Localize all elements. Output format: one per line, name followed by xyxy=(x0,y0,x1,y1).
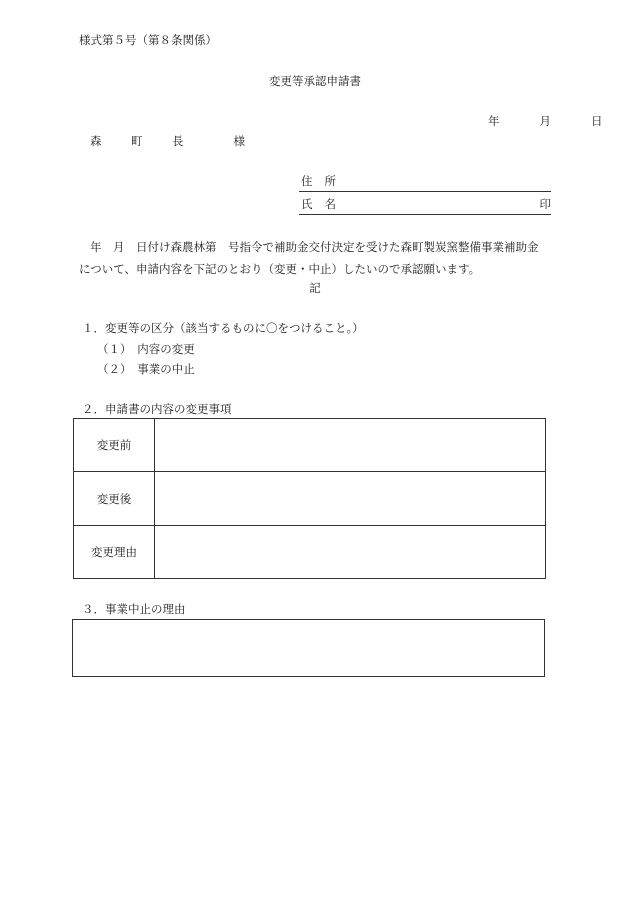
ki-heading: 記 xyxy=(309,281,321,295)
change-reason-field[interactable] xyxy=(155,526,545,578)
document-title: 変更等承認申請書 xyxy=(269,74,361,88)
body-text-line-1: 年 月 日付け森農林第 号指令で補助金交付決定を受けた森町製炭窯整備事業補助金 xyxy=(90,240,539,254)
name-label: 氏名 xyxy=(301,197,348,211)
row-label-after: 変更後 xyxy=(74,472,155,525)
cancel-reason-field[interactable] xyxy=(72,619,545,677)
table-row-reason xyxy=(74,526,545,578)
address-label: 住所 xyxy=(301,174,348,188)
before-change-field[interactable] xyxy=(155,419,545,471)
seal-mark: 印 xyxy=(539,197,551,211)
section-3-heading: ３．事業中止の理由 xyxy=(82,602,186,616)
addressee: 森 町 長 様 xyxy=(90,134,254,148)
row-label-before: 変更前 xyxy=(74,419,155,471)
after-change-field[interactable] xyxy=(155,472,545,525)
date-line xyxy=(468,116,603,128)
name-field[interactable] xyxy=(299,198,551,215)
address-field[interactable] xyxy=(299,175,551,192)
row-label-reason: 変更理由 xyxy=(74,526,155,578)
form-number: 様式第５号（第８条関係） xyxy=(79,33,217,47)
change-details-table xyxy=(73,418,546,579)
date-day: 日 xyxy=(591,114,603,128)
option-project-cancel[interactable]: （２） 事業の中止 xyxy=(97,362,195,376)
date-year: 年 xyxy=(488,114,500,128)
table-row-before xyxy=(74,419,545,472)
table-row-after xyxy=(74,472,545,526)
date-month: 月 xyxy=(539,114,551,128)
section-1-heading: １．変更等の区分（該当するものに〇をつけること。） xyxy=(82,321,364,335)
section-2-heading: ２．申請書の内容の変更事項 xyxy=(82,402,232,416)
option-content-change[interactable]: （１） 内容の変更 xyxy=(97,342,195,356)
body-text-line-2: について、申請内容を下記のとおり（変更・中止）したいので承認願います。 xyxy=(79,262,481,276)
